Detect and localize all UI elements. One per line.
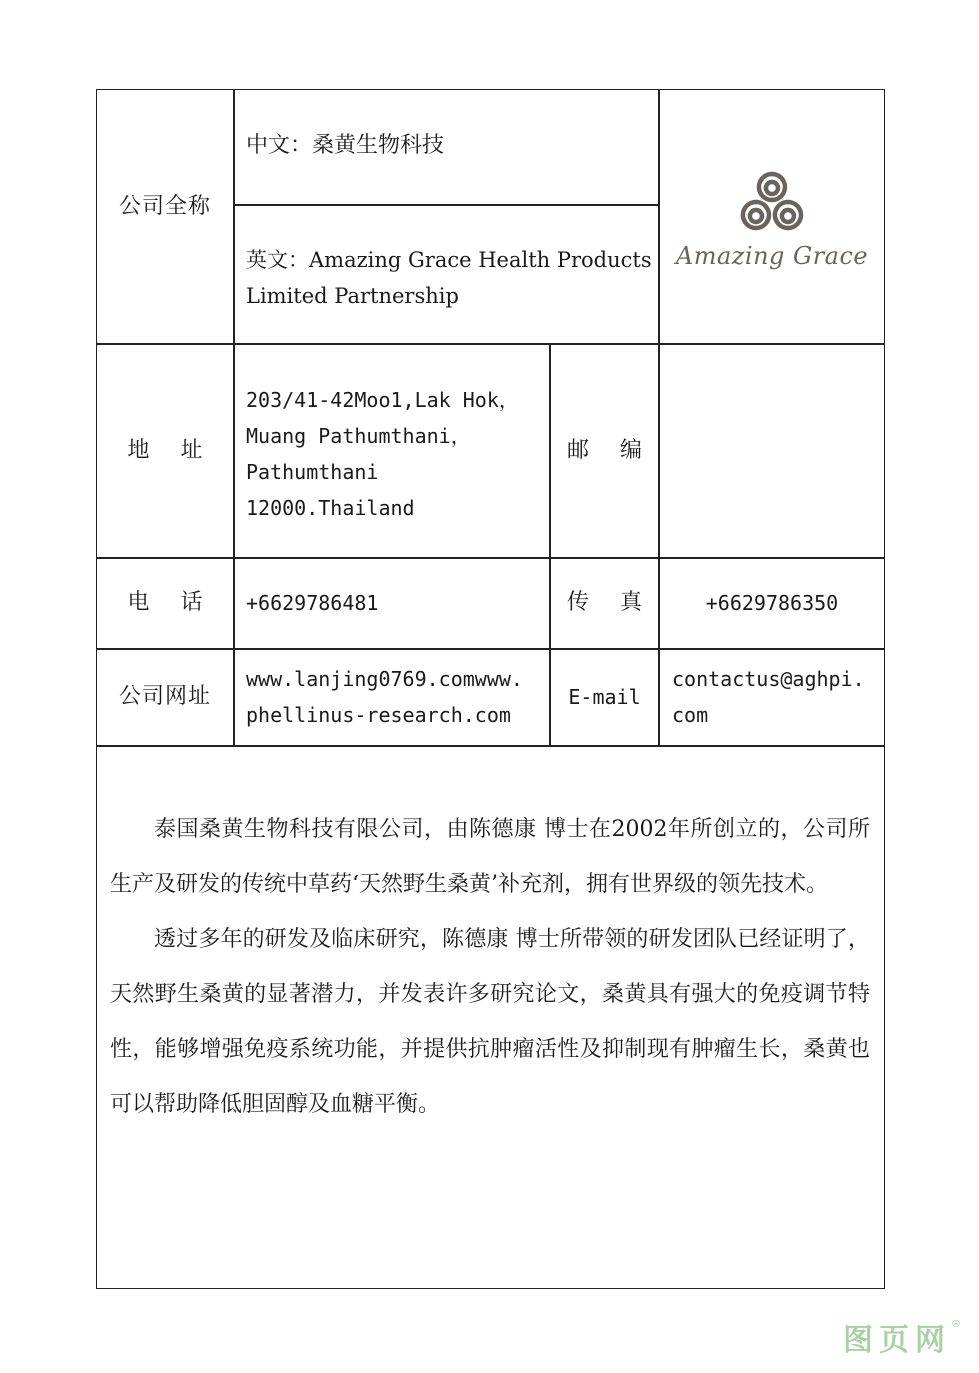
logo-wordmark: Amazing Grace (675, 242, 869, 270)
address-line-4: 12000.Thailand (246, 496, 415, 520)
postcode-value (660, 344, 884, 557)
company-name-english-line1: 英文：Amazing Grace Health Products (246, 248, 652, 272)
website-line-1[interactable]: www.lanjing0769.comwww. (246, 667, 523, 691)
company-name-label-text: 公司全称 (118, 193, 211, 219)
address-label-text: 地 址 (127, 437, 215, 463)
company-name-english (246, 242, 656, 314)
fax-value (660, 558, 884, 648)
company-name-label (97, 90, 233, 343)
column-divider (233, 90, 235, 746)
fax-label-text: 传 真 (567, 590, 654, 615)
postcode-label-text: 邮 编 (567, 437, 654, 463)
site-watermark (843, 1315, 961, 1359)
company-description (110, 802, 870, 1132)
address-line-3: Pathumthani (246, 460, 379, 484)
description-paragraph-1: 泰国桑黄生物科技有限公司，由陈德康 博士在2002年所创立的，公司所生产及研发的传统中草药‘天然野生桑黄’补充剂，拥有世界级的领先技术。 (110, 817, 870, 897)
triple-spiral-icon (732, 168, 812, 234)
email-label (551, 649, 658, 745)
row-divider (234, 204, 659, 206)
address-line-2: Muang Pathumthani， (246, 424, 471, 448)
registered-mark: ® (951, 1319, 961, 1330)
phone-label-text: 电 话 (127, 590, 215, 615)
company-name-chinese (246, 128, 646, 168)
watermark-text: 图页网 (843, 1323, 951, 1358)
email-value[interactable] (672, 661, 877, 733)
phone-label (97, 558, 233, 648)
phone-value-text: +6629786481 (246, 591, 379, 615)
website-value[interactable] (246, 661, 546, 733)
company-name-chinese-text: 中文：桑黄生物科技 (246, 133, 445, 158)
fax-label (551, 558, 658, 648)
row-divider (97, 745, 884, 747)
address-value (246, 382, 546, 526)
address-line-1: 203/41-42Moo1,Lak Hok， (246, 388, 519, 412)
website-label (97, 649, 233, 745)
fax-value-text: +6629786350 (705, 591, 839, 615)
email-label-text: E-mail (568, 685, 641, 709)
company-logo (660, 90, 884, 343)
website-label-text: 公司网址 (118, 684, 211, 709)
address-label (97, 344, 233, 557)
company-name-english-line2: Limited Partnership (246, 284, 459, 308)
phone-value (246, 558, 546, 648)
website-line-2[interactable]: phellinus-research.com (246, 703, 511, 727)
postcode-label (551, 344, 658, 557)
company-info-table (96, 89, 885, 1289)
description-paragraph-2: 透过多年的研发及临床研究，陈德康 博士所带领的研发团队已经证明了，天然野生桑黄的显著潜力，并发表许多研究论文，桑黄具有强大的免疫调节特性，能够增强免疫系统功能，并提供抗肿瘤活性及抑制现有肿瘤生长，桑黄也可以帮助降低胆固醇及血糖平衡。 (110, 927, 870, 1117)
email-line-1[interactable]: contactus@aghpi. (672, 667, 865, 691)
email-line-2[interactable]: com (672, 703, 709, 727)
